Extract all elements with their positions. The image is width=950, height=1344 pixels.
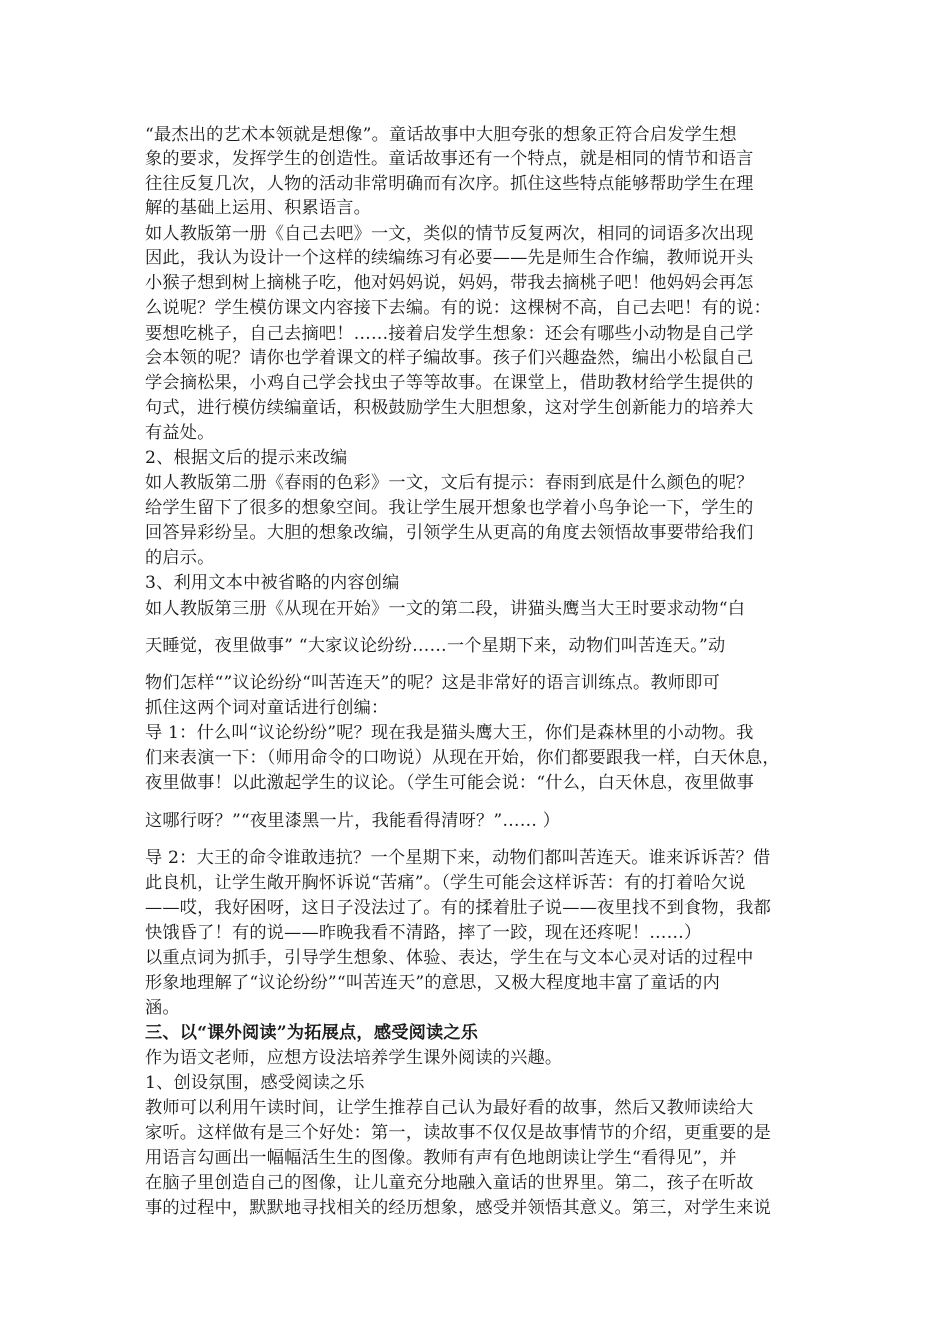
text-line: 形象地理解了“议论纷纷”“叫苦连天”的意思，又极大程度地丰富了童话的内 <box>145 973 720 993</box>
text-line: 物们怎样“”议论纷纷“叫苦连天”的呢？这是非常好的语言训练点。教师即可 <box>145 673 720 693</box>
text-line: 作为语文老师，应想方设法培养学生课外阅读的兴趣。 <box>145 1048 563 1068</box>
section-heading: 1、创设氛围，感受阅读之乐 <box>145 1073 365 1093</box>
text-line: 解的基础上运用、积累语言。 <box>145 198 372 218</box>
text-line: 涵。 <box>145 998 180 1018</box>
text-line: 抓住这两个词对童话进行创编： <box>145 698 389 718</box>
text-line: 们来表演一下：（师用命令的口吻说）从现在开始，你们都要跟我一样，白天休息， <box>145 748 780 768</box>
text-line: 家听。这样做有是三个好处：第一，读故事不仅仅是故事情节的介绍，更重要的是 <box>145 1123 771 1143</box>
text-line: 象的要求，发挥学生的创造性。童话故事还有一个特点，就是相同的情节和语言 <box>145 149 754 169</box>
text-line: 的启示。 <box>145 548 215 568</box>
section-heading: 2、根据文后的提示来改编 <box>145 448 348 468</box>
text-line: 要想吃桃子，自己去摘吧！……接着启发学生想象：还会有哪些小动物是自己学 <box>145 324 754 344</box>
text-line: 教师可以利用午读时间，让学生推荐自己认为最好看的故事，然后又教师读给大 <box>145 1098 754 1118</box>
text-line: 会本领的呢？请你也学着课文的样子编故事。孩子们兴趣盎然，编出小松鼠自己 <box>145 348 754 368</box>
text-line: 往往反复几次，人物的活动非常明确而有次序。抓住这些特点能够帮助学生在理 <box>145 174 754 194</box>
text-line: 快饿昏了！有的说——昨晚我看不清路，摔了一跤，现在还疼呢！……） <box>145 923 702 943</box>
text-line: 这哪行呀？”“夜里漆黑一片，我能看得清呀？”…… ） <box>145 811 561 831</box>
section-heading: 3、利用文本中被省略的内容创编 <box>145 573 400 593</box>
text-line: 学会摘松果，小鸡自己学会找虫子等等故事。在课堂上，借助教材给学生提供的 <box>145 373 754 393</box>
text-line: 此良机，让学生敞开胸怀诉说“苦痛”。（学生可能会这样诉苦：有的打着哈欠说 <box>145 873 746 893</box>
text-line: ——哎，我好困呀，这日子没法过了。有的揉着肚子说——夜里找不到食物，我都 <box>145 898 771 918</box>
text-line: 在脑子里创造自己的图像，让儿童充分地融入童话的世界里。第二，孩子在听故 <box>145 1173 754 1193</box>
text-line: 小猴子想到树上摘桃子吃，他对妈妈说，妈妈，带我去摘桃子吧！他妈妈会再怎 <box>145 273 754 293</box>
text-line: 夜里做事！以此激起学生的议论。（学生可能会说：“什么，白天休息，夜里做事 <box>145 773 754 793</box>
text-line: 么说呢？学生模仿课文内容接下去编。有的说：这棵树不高，自己去吧！有的说： <box>145 298 771 318</box>
text-line: 如人教版第二册《春雨的色彩》一文，文后有提示：春雨到底是什么颜色的呢？ <box>145 473 754 493</box>
text-line: 如人教版第一册《自己去吧》一文，类似的情节反复两次，相同的词语多次出现 <box>145 224 754 244</box>
text-line: 如人教版第三册《从现在开始》一文的第二段，讲猫头鹰当大王时要求动物“白 <box>145 599 746 619</box>
text-line: 天睡觉，夜里做事” “大家议论纷纷……一个星期下来，动物们叫苦连天。”动 <box>145 636 726 656</box>
text-line: 因此，我认为设计一个这样的续编练习有必要——先是师生合作编，教师说开头 <box>145 248 754 268</box>
text-line: 用语言勾画出一幅幅活生生的图像。教师有声有色地朗读让学生“看得见”，并 <box>145 1148 737 1168</box>
text-line: 有益处。 <box>145 423 215 443</box>
text-line: 事的过程中，默默地寻找相关的经历想象，感受并领悟其意义。第三，对学生来说 <box>145 1198 771 1218</box>
chapter-heading: 三、以“课外阅读”为拓展点，感受阅读之乐 <box>145 1023 479 1043</box>
text-line: 导 1：什么叫“议论纷纷”呢？现在我是猫头鹰大王，你们是森林里的小动物。我 <box>145 723 754 743</box>
text-line: 以重点词为抓手，引导学生想象、体验、表达，学生在与文本心灵对话的过程中 <box>145 948 754 968</box>
text-line: 导 2：大王的命令谁敢违抗？一个星期下来，动物们都叫苦连天。谁来诉诉苦？借 <box>145 848 771 868</box>
text-line: “最杰出的艺术本领就是想像”。童话故事中大胆夸张的想象正符合启发学生想 <box>145 125 737 145</box>
text-line: 给学生留下了很多的想象空间。我让学生展开想象也学着小鸟争论一下，学生的 <box>145 498 754 518</box>
text-line: 句式，进行模仿续编童话，积极鼓励学生大胆想象，这对学生创新能力的培养大 <box>145 398 754 418</box>
text-line: 回答异彩纷呈。大胆的想象改编，引领学生从更高的角度去领悟故事要带给我们 <box>145 523 754 543</box>
